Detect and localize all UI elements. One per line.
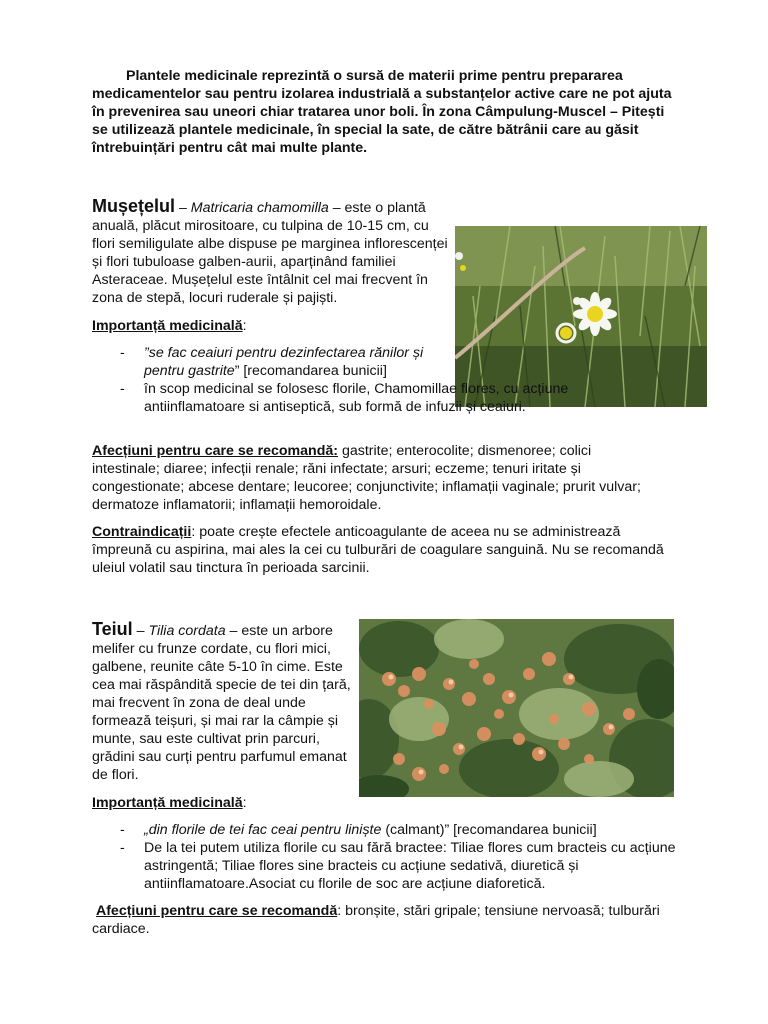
chamomile-description: Mușețelul – Matricaria chamomilla – este o plantă anuală, plăcut mirositoare, cu tulpina de 10-15 cm, cu flori semiligulate albe dispuse pe marginea inflorescenței și flori tubuloase galben-aurii, aparținând familiei Asteraceae. Mușețelul este întâlnit cel mai frecvent în zona de stepă, locuri ruderale și pajiști. xyxy=(92,196,448,306)
linden-photo xyxy=(359,619,674,797)
chamomile-importance-heading: Importanță medicinală: xyxy=(92,318,247,334)
list-item: - De la tei putem utiliza florile cu sau fără bractee: Tiliae flores cum bracteis cu acțiune astringentă; Tiliae flores sine bracteis cu acțiune sedativă, diuretică și antiinflamatoare.Asociat cu florile de soc are acțiune diaforetică. xyxy=(120,839,680,893)
chamomile-uses-list xyxy=(120,344,595,416)
linden-description: Teiul – Tilia cordata – este un arbore melifer cu frunze cordate, cu flori mici, galbene, reunite câte 5-10 în cime. Este cea mai răspândită specie de tei din țară, mai frecvent în zona de deal unde formează teișuri, și mai rar la câmpie și munte, sau este cultivat prin parcuri, grădini sau curți pentru parfumul emanat de flori. xyxy=(92,619,351,783)
linden-indications: Afecțiuni pentru care se recomandă: bronșite, stări gripale; tensiune nervoasă; tulburări cardiace. xyxy=(92,903,660,937)
list-item: - în scop medicinal se folosesc florile, Chamomillae flores, cu acțiune antiinflamatoare si antiseptică, sub formă de infuzii și ceaiuri. xyxy=(120,380,594,416)
list-item: - „din florile de tei fac ceai pentru liniște (calmant)” [recomandarea bunicii] xyxy=(120,821,680,839)
chamomile-contraindications: Contraindicații: poate crește efectele anticoagulante de aceea nu se administrează împreună cu aspirina, mai ales la cei cu tulburări de coagulare sanguină. Nu se recomandă uleiul volatil sau tinctura în perioada sarcinii. xyxy=(92,524,664,576)
list-item: - ”se fac ceaiuri pentru dezinfectarea rănilor și pentru gastrite” [recomandarea bunicii] xyxy=(120,344,454,380)
linden-latin-name: Tilia cordata xyxy=(148,623,226,639)
linden-importance-heading: Importanță medicinală: xyxy=(92,795,247,811)
intro-paragraph: Plantele medicinale reprezintă o sursă de materii prime pentru prepararea medicamentelor sau pentru izolarea industrială a substanțelor active care ne pot ajuta în prevenirea sau uneori chiar tratarea unor boli. În zona Câmpulung-Muscel – Pitești se utilizează plantele medicinale, în special la sate, de către bătrânii care au găsit întrebuințări pentru cât mai multe plante. xyxy=(92,68,672,156)
linden-uses-list xyxy=(120,821,680,893)
chamomile-name: Mușețelul xyxy=(92,196,176,216)
chamomile-indications: Afecțiuni pentru care se recomandă: gastrite; enterocolite; dismenoree; colici intestinale; diaree; infecții renale; răni infectate; arsuri; eczeme; tenuri iritate și congestionate; abcese dentare; leucoree; conjunctivite; inflamații vaginale; prurit vulvar; dermatoze inflamatorii; inflamații hemoroidale. xyxy=(92,443,641,513)
linden-name: Teiul xyxy=(92,619,133,639)
chamomile-latin-name: Matricaria chamomilla xyxy=(190,200,329,216)
